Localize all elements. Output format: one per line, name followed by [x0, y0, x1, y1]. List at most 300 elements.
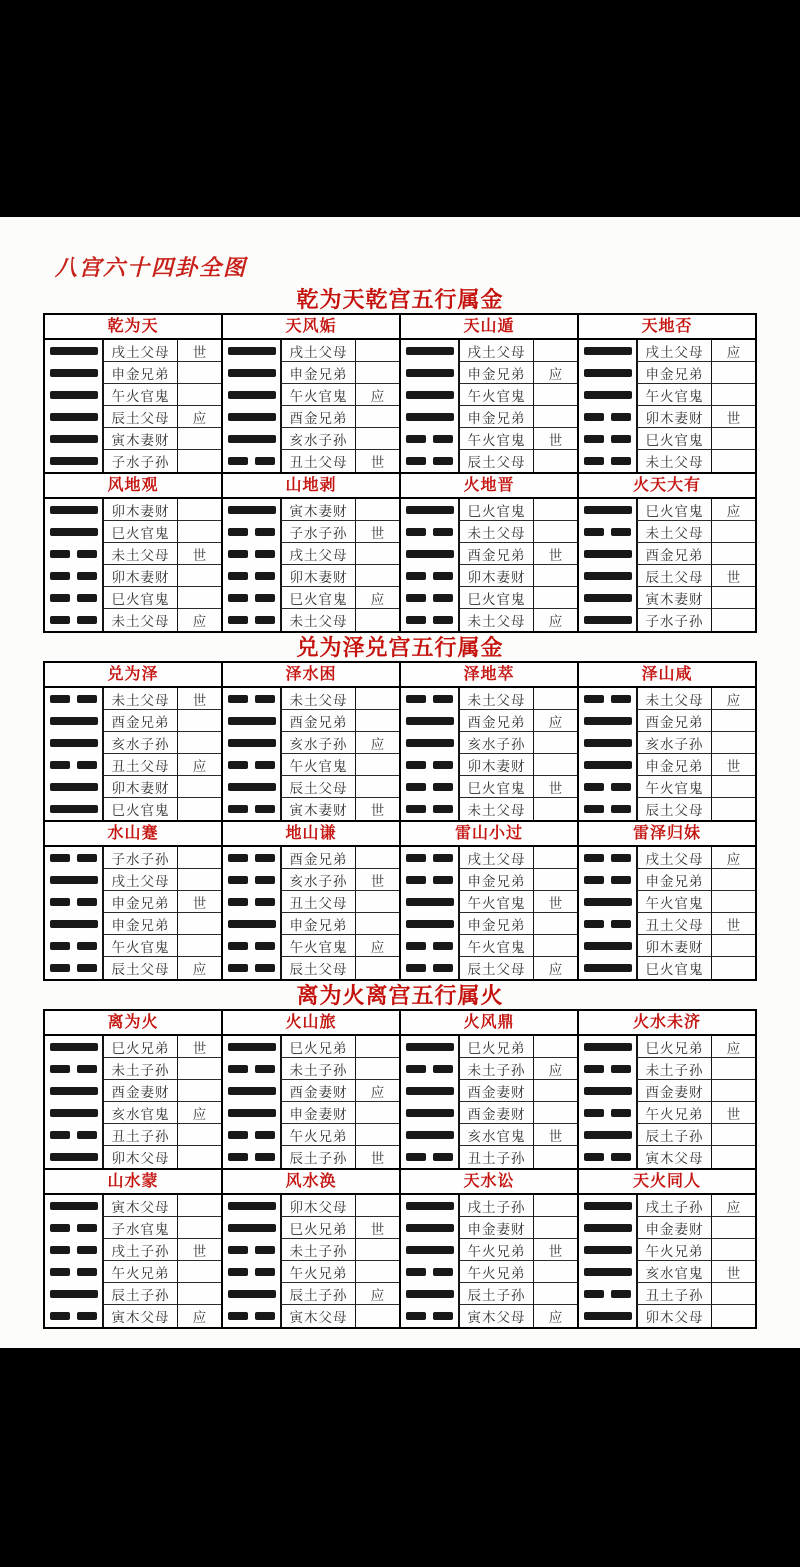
shi-ying-marker: 世	[177, 340, 221, 362]
line-bar	[228, 391, 276, 399]
yang-line-icon	[579, 1305, 636, 1327]
yao-label: 申金兄弟	[636, 362, 711, 384]
yao-label: 未土子孙	[458, 1058, 533, 1080]
line-bar-left	[406, 695, 426, 703]
yang-line-icon	[401, 406, 458, 428]
shi-ying-marker: 世	[355, 1217, 399, 1239]
yin-line-icon	[401, 688, 458, 710]
yao-label: 戌土父母	[636, 340, 711, 362]
yao-label: 巳火官鬼	[458, 499, 533, 521]
yin-line-icon	[223, 869, 280, 891]
yao-label: 卯木妻财	[280, 565, 355, 587]
line-bar-left	[50, 695, 70, 703]
yao-label: 戌土父母	[458, 340, 533, 362]
hexagram-name: 雷山小过	[401, 822, 577, 847]
yao-row	[579, 543, 755, 565]
yao-label: 辰土父母	[636, 565, 711, 587]
yao-row	[223, 1080, 399, 1102]
line-bar	[584, 1312, 632, 1320]
shi-ying-marker: 应	[355, 935, 399, 957]
yao-label: 未土子孙	[280, 1058, 355, 1080]
palace-section	[0, 982, 800, 1329]
line-bar	[584, 964, 632, 972]
line-bar-left	[228, 1268, 248, 1276]
line-bar	[406, 506, 454, 514]
yao-row	[579, 565, 755, 587]
yang-line-icon	[401, 1102, 458, 1124]
line-bar-left	[50, 1246, 70, 1254]
yao-row	[401, 1217, 577, 1239]
shi-ying-marker	[711, 957, 755, 979]
yao-label: 丑土父母	[280, 891, 355, 913]
line-bar-right	[77, 616, 97, 624]
yin-line-icon	[401, 587, 458, 609]
shi-ying-marker	[533, 732, 577, 754]
hexagram-name: 火风鼎	[401, 1011, 577, 1036]
line-bar-right	[255, 1312, 275, 1320]
yao-row	[401, 710, 577, 732]
yao-label: 寅木妻财	[636, 587, 711, 609]
hexagram-name: 火山旅	[223, 1011, 399, 1036]
yin-line-icon	[579, 428, 636, 450]
line-bar	[406, 1290, 454, 1298]
yao-row	[223, 891, 399, 913]
line-bar-left	[228, 1065, 248, 1073]
yao-row	[401, 565, 577, 587]
yao-label: 申金兄弟	[636, 754, 711, 776]
yao-row	[45, 1036, 221, 1058]
yao-label: 亥水官鬼	[102, 1102, 177, 1124]
yao-row	[45, 609, 221, 631]
hexagram-table	[43, 313, 757, 633]
yao-row	[401, 362, 577, 384]
shi-ying-marker	[711, 935, 755, 957]
shi-ying-marker	[711, 1146, 755, 1168]
yao-row	[45, 1305, 221, 1327]
line-bar-right	[255, 572, 275, 580]
yin-line-icon	[579, 406, 636, 428]
line-bar-right	[255, 1246, 275, 1254]
yao-label: 申金兄弟	[458, 406, 533, 428]
line-bar	[406, 391, 454, 399]
line-bar-right	[255, 457, 275, 465]
line-bar	[584, 1043, 632, 1051]
yao-row	[45, 957, 221, 979]
yao-row	[579, 1217, 755, 1239]
line-bar	[584, 1268, 632, 1276]
yin-line-icon	[579, 1283, 636, 1305]
line-bar	[50, 1202, 98, 1210]
yang-line-icon	[401, 1283, 458, 1305]
shi-ying-marker	[177, 798, 221, 820]
line-bar	[584, 391, 632, 399]
line-bar-left	[228, 616, 248, 624]
yao-row	[401, 587, 577, 609]
yao-label: 亥水子孙	[280, 428, 355, 450]
shi-ying-marker	[177, 847, 221, 869]
line-bar-left	[50, 942, 70, 950]
yin-line-icon	[579, 450, 636, 472]
line-bar-right	[255, 695, 275, 703]
yao-label: 申金妻财	[458, 1217, 533, 1239]
line-bar	[584, 942, 632, 950]
yao-row	[401, 384, 577, 406]
line-bar	[406, 1246, 454, 1254]
line-bar	[406, 347, 454, 355]
yao-label: 未土父母	[458, 688, 533, 710]
yao-row	[223, 1195, 399, 1217]
line-bar	[228, 1043, 276, 1051]
shi-ying-marker	[177, 428, 221, 450]
yin-line-icon	[223, 587, 280, 609]
line-bar-left	[406, 805, 426, 813]
yao-label: 午火兄弟	[458, 1239, 533, 1261]
shi-ying-marker: 应	[355, 587, 399, 609]
yao-row	[401, 499, 577, 521]
hexagram-name: 山水蒙	[45, 1170, 221, 1195]
shi-ying-marker	[177, 1217, 221, 1239]
line-bar-right	[433, 876, 453, 884]
yao-label: 酉金兄弟	[458, 710, 533, 732]
shi-ying-marker	[177, 362, 221, 384]
line-bar-left	[228, 1246, 248, 1254]
yao-label: 卯木妻财	[458, 565, 533, 587]
line-bar-right	[255, 876, 275, 884]
line-bar	[50, 506, 98, 514]
yao-row	[579, 913, 755, 935]
line-bar-right	[611, 1153, 631, 1161]
line-bar-right	[433, 594, 453, 602]
yao-row	[223, 1036, 399, 1058]
yao-row	[223, 499, 399, 521]
line-bar-left	[406, 1153, 426, 1161]
yao-label: 卯木妻财	[636, 406, 711, 428]
yao-label: 巳火兄弟	[280, 1036, 355, 1058]
yao-row	[223, 428, 399, 450]
yin-line-icon	[45, 1261, 102, 1283]
yin-line-icon	[223, 450, 280, 472]
yang-line-icon	[579, 1261, 636, 1283]
yao-row	[223, 1217, 399, 1239]
hexagram-cell	[401, 315, 577, 472]
line-bar-left	[50, 550, 70, 558]
shi-ying-marker: 应	[533, 1305, 577, 1327]
yao-label: 寅木父母	[102, 1305, 177, 1327]
shi-ying-marker	[177, 913, 221, 935]
shi-ying-marker	[355, 913, 399, 935]
line-bar-left	[406, 1268, 426, 1276]
line-bar-right	[433, 695, 453, 703]
yao-label: 巳火官鬼	[102, 798, 177, 820]
line-bar-left	[584, 413, 604, 421]
yin-line-icon	[579, 847, 636, 869]
yao-row	[45, 406, 221, 428]
line-bar-left	[228, 550, 248, 558]
yao-row	[401, 1195, 577, 1217]
hexagram-name: 天地否	[579, 315, 755, 340]
yang-line-icon	[223, 776, 280, 798]
yao-label: 亥水子孙	[636, 732, 711, 754]
yin-line-icon	[223, 957, 280, 979]
yin-line-icon	[223, 798, 280, 820]
yin-line-icon	[45, 754, 102, 776]
hexagram-cell	[401, 1170, 577, 1327]
shi-ying-marker: 应	[533, 362, 577, 384]
shi-ying-marker: 应	[533, 710, 577, 732]
line-bar-right	[255, 805, 275, 813]
hexagram-name: 泽水困	[223, 663, 399, 688]
yao-row	[579, 384, 755, 406]
yin-line-icon	[401, 847, 458, 869]
shi-ying-marker: 世	[533, 1239, 577, 1261]
yao-row	[401, 428, 577, 450]
yao-label: 酉金兄弟	[458, 543, 533, 565]
shi-ying-marker	[177, 565, 221, 587]
shi-ying-marker	[533, 587, 577, 609]
yao-row	[223, 935, 399, 957]
shi-ying-marker	[177, 869, 221, 891]
yao-label: 巳火官鬼	[458, 776, 533, 798]
page-title: 八宫六十四卦全图	[55, 255, 248, 280]
document-page	[0, 217, 800, 1348]
line-bar-right	[611, 695, 631, 703]
shi-ying-marker	[355, 1261, 399, 1283]
line-bar-right	[255, 550, 275, 558]
shi-ying-marker	[355, 688, 399, 710]
shi-ying-marker	[711, 1239, 755, 1261]
yin-line-icon	[45, 1217, 102, 1239]
shi-ying-marker	[355, 754, 399, 776]
yao-row	[223, 565, 399, 587]
yao-label: 亥水官鬼	[636, 1261, 711, 1283]
yao-label: 申金兄弟	[458, 362, 533, 384]
yao-row	[401, 543, 577, 565]
yao-label: 午火官鬼	[636, 891, 711, 913]
yin-line-icon	[579, 1102, 636, 1124]
hexagram-cell	[401, 663, 577, 820]
yin-line-icon	[401, 1305, 458, 1327]
yao-row	[223, 1146, 399, 1168]
yao-row	[223, 776, 399, 798]
yao-row	[579, 609, 755, 631]
yang-line-icon	[223, 362, 280, 384]
yao-label: 酉金兄弟	[636, 710, 711, 732]
shi-ying-marker: 应	[177, 406, 221, 428]
yao-label: 未土父母	[636, 450, 711, 472]
shi-ying-marker	[355, 710, 399, 732]
line-bar	[228, 413, 276, 421]
yang-line-icon	[401, 1124, 458, 1146]
line-bar-right	[77, 1224, 97, 1232]
yao-label: 子水子孙	[280, 521, 355, 543]
yao-row	[45, 1058, 221, 1080]
yao-label: 午火官鬼	[458, 935, 533, 957]
yang-line-icon	[579, 1036, 636, 1058]
shi-ying-marker: 应	[177, 754, 221, 776]
yao-row	[45, 1124, 221, 1146]
yao-label: 午火官鬼	[280, 754, 355, 776]
shi-ying-marker	[533, 1146, 577, 1168]
yao-label: 卯木妻财	[102, 499, 177, 521]
yao-label: 午火官鬼	[102, 384, 177, 406]
yao-label: 寅木父母	[280, 1305, 355, 1327]
hexagram-cell	[45, 315, 221, 472]
yang-line-icon	[401, 913, 458, 935]
yao-row	[579, 776, 755, 798]
hexagram-name: 水山蹇	[45, 822, 221, 847]
hexagram-cell	[579, 663, 755, 820]
shi-ying-marker	[177, 1080, 221, 1102]
shi-ying-marker	[355, 891, 399, 913]
line-bar-left	[584, 920, 604, 928]
yin-line-icon	[579, 1146, 636, 1168]
line-bar	[50, 369, 98, 377]
yao-label: 戌土父母	[102, 869, 177, 891]
shi-ying-marker	[355, 1305, 399, 1327]
hexagram-cell	[579, 1011, 755, 1168]
yao-label: 未土父母	[458, 609, 533, 631]
line-bar-right	[77, 1131, 97, 1139]
yang-line-icon	[579, 1080, 636, 1102]
line-bar-left	[228, 457, 248, 465]
line-bar-right	[77, 1268, 97, 1276]
line-bar-left	[584, 1290, 604, 1298]
line-bar-left	[50, 616, 70, 624]
line-bar-left	[406, 594, 426, 602]
yao-row	[223, 798, 399, 820]
yang-line-icon	[45, 362, 102, 384]
hexagram-name: 天风姤	[223, 315, 399, 340]
shi-ying-marker	[355, 1102, 399, 1124]
yang-line-icon	[45, 1283, 102, 1305]
line-bar-right	[77, 761, 97, 769]
yao-label: 戌土父母	[280, 543, 355, 565]
yao-row	[223, 1102, 399, 1124]
line-bar-left	[584, 1065, 604, 1073]
yang-line-icon	[45, 1080, 102, 1102]
hexagram-cell	[45, 1011, 221, 1168]
shi-ying-marker	[355, 428, 399, 450]
yao-row	[579, 710, 755, 732]
yao-label: 丑土父母	[280, 450, 355, 472]
line-bar-left	[50, 1268, 70, 1276]
line-bar	[584, 1131, 632, 1139]
hexagram-name: 风水涣	[223, 1170, 399, 1195]
shi-ying-marker	[711, 1283, 755, 1305]
shi-ying-marker	[177, 1195, 221, 1217]
shi-ying-marker	[355, 565, 399, 587]
yao-row	[45, 847, 221, 869]
shi-ying-marker: 世	[177, 1036, 221, 1058]
hexagram-name: 火地晋	[401, 474, 577, 499]
shi-ying-marker	[533, 340, 577, 362]
hexagram-cell	[223, 474, 399, 631]
hexagram-cell	[223, 315, 399, 472]
shi-ying-marker	[177, 1146, 221, 1168]
yao-label: 戌土子孙	[102, 1239, 177, 1261]
yao-row	[45, 362, 221, 384]
shi-ying-marker	[177, 521, 221, 543]
yang-line-icon	[579, 499, 636, 521]
yao-label: 午火官鬼	[280, 384, 355, 406]
yang-line-icon	[45, 499, 102, 521]
line-bar-left	[406, 964, 426, 972]
shi-ying-marker: 世	[533, 543, 577, 565]
line-bar-right	[255, 761, 275, 769]
shi-ying-marker	[711, 428, 755, 450]
yao-row	[579, 450, 755, 472]
yao-row	[401, 1102, 577, 1124]
yao-row	[223, 913, 399, 935]
shi-ying-marker	[177, 732, 221, 754]
shi-ying-marker	[711, 1305, 755, 1327]
line-bar-right	[77, 942, 97, 950]
line-bar-left	[228, 805, 248, 813]
line-bar-right	[611, 854, 631, 862]
yang-line-icon	[45, 384, 102, 406]
yao-row	[579, 340, 755, 362]
yang-line-icon	[401, 499, 458, 521]
yao-row	[45, 891, 221, 913]
shi-ying-marker	[355, 1239, 399, 1261]
yao-row	[45, 1239, 221, 1261]
yao-row	[45, 869, 221, 891]
yin-line-icon	[223, 565, 280, 587]
yao-label: 酉金妻财	[280, 1080, 355, 1102]
shi-ying-marker	[533, 450, 577, 472]
line-bar-right	[611, 413, 631, 421]
yao-label: 申金兄弟	[280, 362, 355, 384]
shi-ying-marker	[355, 776, 399, 798]
shi-ying-marker	[355, 1124, 399, 1146]
shi-ying-marker	[177, 1283, 221, 1305]
yao-row	[223, 1058, 399, 1080]
yao-row	[579, 1058, 755, 1080]
yang-line-icon	[401, 1036, 458, 1058]
yang-line-icon	[579, 754, 636, 776]
yao-row	[579, 732, 755, 754]
yin-line-icon	[223, 1124, 280, 1146]
yao-label: 酉金兄弟	[636, 543, 711, 565]
hexagram-name: 天火同人	[579, 1170, 755, 1195]
line-bar-right	[433, 1153, 453, 1161]
line-bar-right	[433, 528, 453, 536]
yao-label: 戌土父母	[636, 847, 711, 869]
yin-line-icon	[223, 1305, 280, 1327]
yao-label: 申金兄弟	[458, 869, 533, 891]
yao-row	[45, 732, 221, 754]
line-bar-right	[433, 854, 453, 862]
line-bar-right	[255, 964, 275, 972]
line-bar-right	[433, 435, 453, 443]
line-bar-right	[77, 695, 97, 703]
yao-label: 午火官鬼	[280, 935, 355, 957]
yao-label: 巳火官鬼	[280, 587, 355, 609]
yao-label: 未土父母	[102, 543, 177, 565]
yao-label: 酉金妻财	[458, 1102, 533, 1124]
yao-label: 卯木父母	[280, 1195, 355, 1217]
line-bar	[584, 739, 632, 747]
line-bar	[584, 1224, 632, 1232]
line-bar	[50, 1290, 98, 1298]
shi-ying-marker	[711, 450, 755, 472]
yin-line-icon	[45, 1124, 102, 1146]
yao-row	[223, 732, 399, 754]
yang-line-icon	[401, 1239, 458, 1261]
line-bar-right	[77, 964, 97, 972]
yao-row	[579, 847, 755, 869]
line-bar	[406, 739, 454, 747]
